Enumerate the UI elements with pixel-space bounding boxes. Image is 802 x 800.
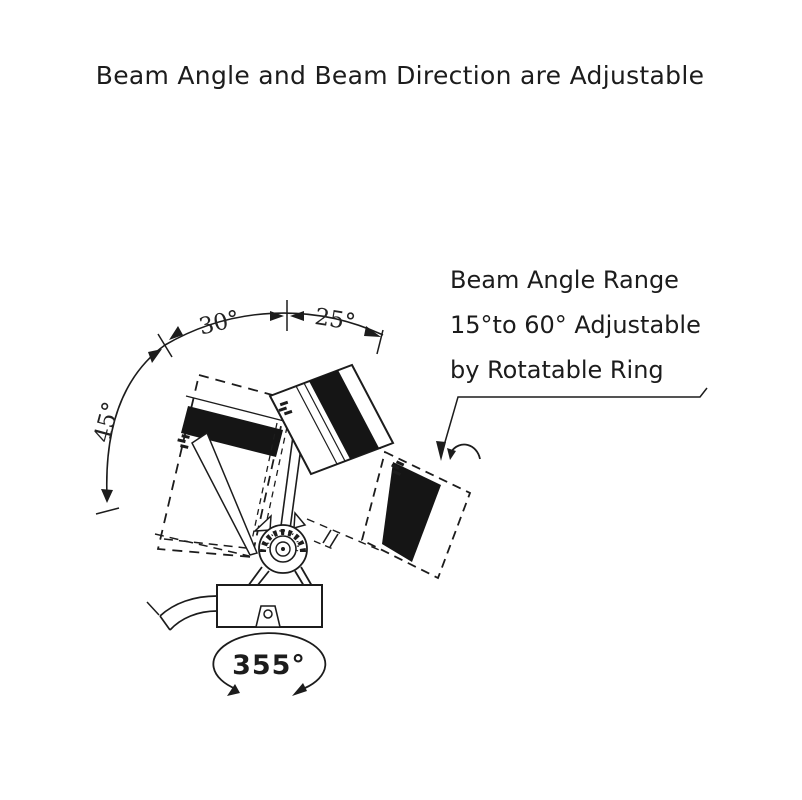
heatsink-band <box>382 462 441 562</box>
hub-axle-dot <box>281 547 285 551</box>
bracket-leg <box>257 571 269 586</box>
inner-dashed-line <box>155 534 249 556</box>
inner-dashed-line <box>164 539 246 548</box>
tab-hole <box>264 610 272 618</box>
leader-line <box>436 388 707 461</box>
annotation-line-2: 15°to 60° Adjustable <box>450 311 701 339</box>
arrow-down-along-arc-icon <box>169 326 183 340</box>
page-title: Beam Angle and Beam Direction are Adjustable <box>95 61 705 90</box>
pan-rotation-indicator <box>213 633 325 696</box>
pivot-hub <box>259 525 307 573</box>
bracket-leg <box>295 571 304 586</box>
annotation-line-1: Beam Angle Range <box>450 266 679 294</box>
break-tick <box>330 534 338 547</box>
arrow-down-icon <box>101 489 113 503</box>
cable-end-cap <box>160 616 170 630</box>
knurl-marks <box>176 434 191 449</box>
ring-rotation-arrow-icon <box>447 448 456 460</box>
power-cable <box>147 596 217 630</box>
clamp-flag-right <box>294 513 305 528</box>
tick-bottom <box>96 508 119 514</box>
pan-angle-label: 355° <box>232 650 306 681</box>
leader-polyline <box>443 388 707 449</box>
beam-angle-annotation <box>450 266 701 384</box>
cable-top-line <box>160 596 217 616</box>
dimension-label-25: 25° <box>312 304 358 337</box>
cable-bottom-line <box>170 611 217 630</box>
arrow-up-along-arc-icon <box>148 349 162 363</box>
rotation-arrow-right-icon <box>292 683 307 696</box>
dimension-label-30: 30° <box>196 305 243 341</box>
cable-end-flick <box>147 602 159 615</box>
break-tick <box>323 530 331 543</box>
arrow-downright-icon <box>364 326 381 337</box>
leader-arrow-icon <box>436 441 446 461</box>
dimension-label-45: 45° <box>89 399 126 446</box>
dashed-yoke-line <box>307 519 384 552</box>
yoke-wedge <box>192 433 257 555</box>
tick-left <box>158 334 172 357</box>
mounting-base <box>217 585 322 627</box>
annotation-line-3: by Rotatable Ring <box>450 356 664 384</box>
